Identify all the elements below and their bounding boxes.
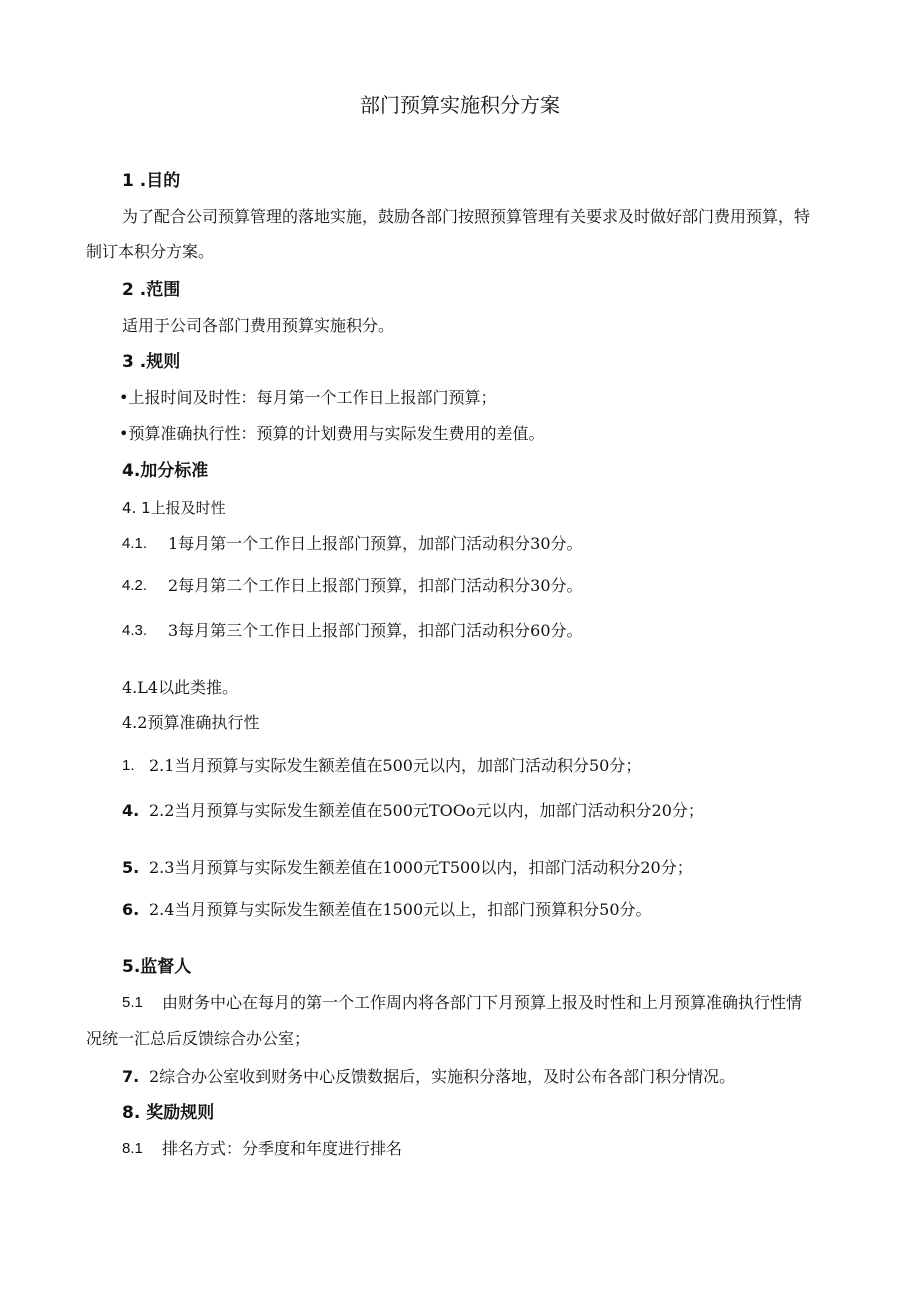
page-title: 部门预算实施积分方案	[360, 93, 560, 117]
paragraph-line: 制订本积分方案。	[86, 242, 215, 261]
list-item: 2.2当月预算与实际发生额差值在500元TOOo元以内，加部门活动积分20分；	[149, 801, 704, 820]
section-heading-supervisor: 5.监督人	[122, 957, 192, 977]
list-number: 4.3.	[122, 622, 148, 639]
subsection-heading: 4.2预算准确执行性	[122, 713, 260, 732]
list-item: 2.4当月预算与实际发生额差值在1500元以上，扣部门预算积分50分。	[149, 900, 652, 919]
list-item: 1每月第一个工作日上报部门预算，加部门活动积分30分。	[168, 534, 583, 553]
list-number: 5.	[122, 858, 140, 877]
list-item: 2.1当月预算与实际发生额差值在500元以内，加部门活动积分50分；	[149, 756, 642, 775]
list-number: 4.2.	[122, 577, 148, 594]
list-item: 2.3当月预算与实际发生额差值在1000元T500以内，扣部门活动积分20分；	[149, 858, 693, 877]
paragraph-line: 适用于公司各部门费用预算实施积分。	[122, 316, 395, 335]
paragraph-line: 况统一汇总后反馈综合办公室；	[86, 1029, 311, 1048]
section-heading-scope: 2 .范围	[122, 280, 181, 300]
list-number: 7.	[122, 1067, 140, 1086]
list-number: 4.1.	[122, 535, 148, 552]
list-item: 排名方式：分季度和年度进行排名	[162, 1139, 403, 1158]
section-heading-purpose: 1 .目的	[122, 171, 181, 191]
list-item: 2综合办公室收到财务中心反馈数据后，实施积分落地，及时公布各部门积分情况。	[149, 1067, 736, 1086]
list-number: 8.1	[122, 1140, 143, 1157]
list-number: 5.1	[122, 994, 143, 1011]
list-item: 3每月第三个工作日上报部门预算，扣部门活动积分60分。	[168, 621, 583, 640]
list-item: 4.L4以此类推。	[122, 678, 239, 697]
bullet-item: •上报时间及时性：每月第一个工作日上报部门预算；	[119, 388, 497, 407]
list-number: 6.	[122, 900, 140, 919]
section-heading-rules: 3 .规则	[122, 352, 181, 372]
list-item: 2每月第二个工作日上报部门预算，扣部门活动积分30分。	[168, 576, 583, 595]
section-heading-rewards: 8. 奖励规则	[122, 1103, 215, 1123]
subsection-heading: 4. 1上报及时性	[122, 499, 226, 517]
list-number: 1.	[122, 757, 135, 774]
list-number: 4.	[122, 801, 140, 820]
list-item: 由财务中心在每月的第一个工作周内将各部门下月预算上报及时性和上月预算准确执行性情	[162, 993, 803, 1012]
section-heading-bonus: 4.加分标准	[122, 461, 209, 481]
paragraph-line: 为了配合公司预算管理的落地实施，鼓励各部门按照预算管理有关要求及时做好部门费用预算，特	[122, 207, 811, 226]
bullet-item: •预算准确执行性：预算的计划费用与实际发生费用的差值。	[119, 424, 545, 443]
